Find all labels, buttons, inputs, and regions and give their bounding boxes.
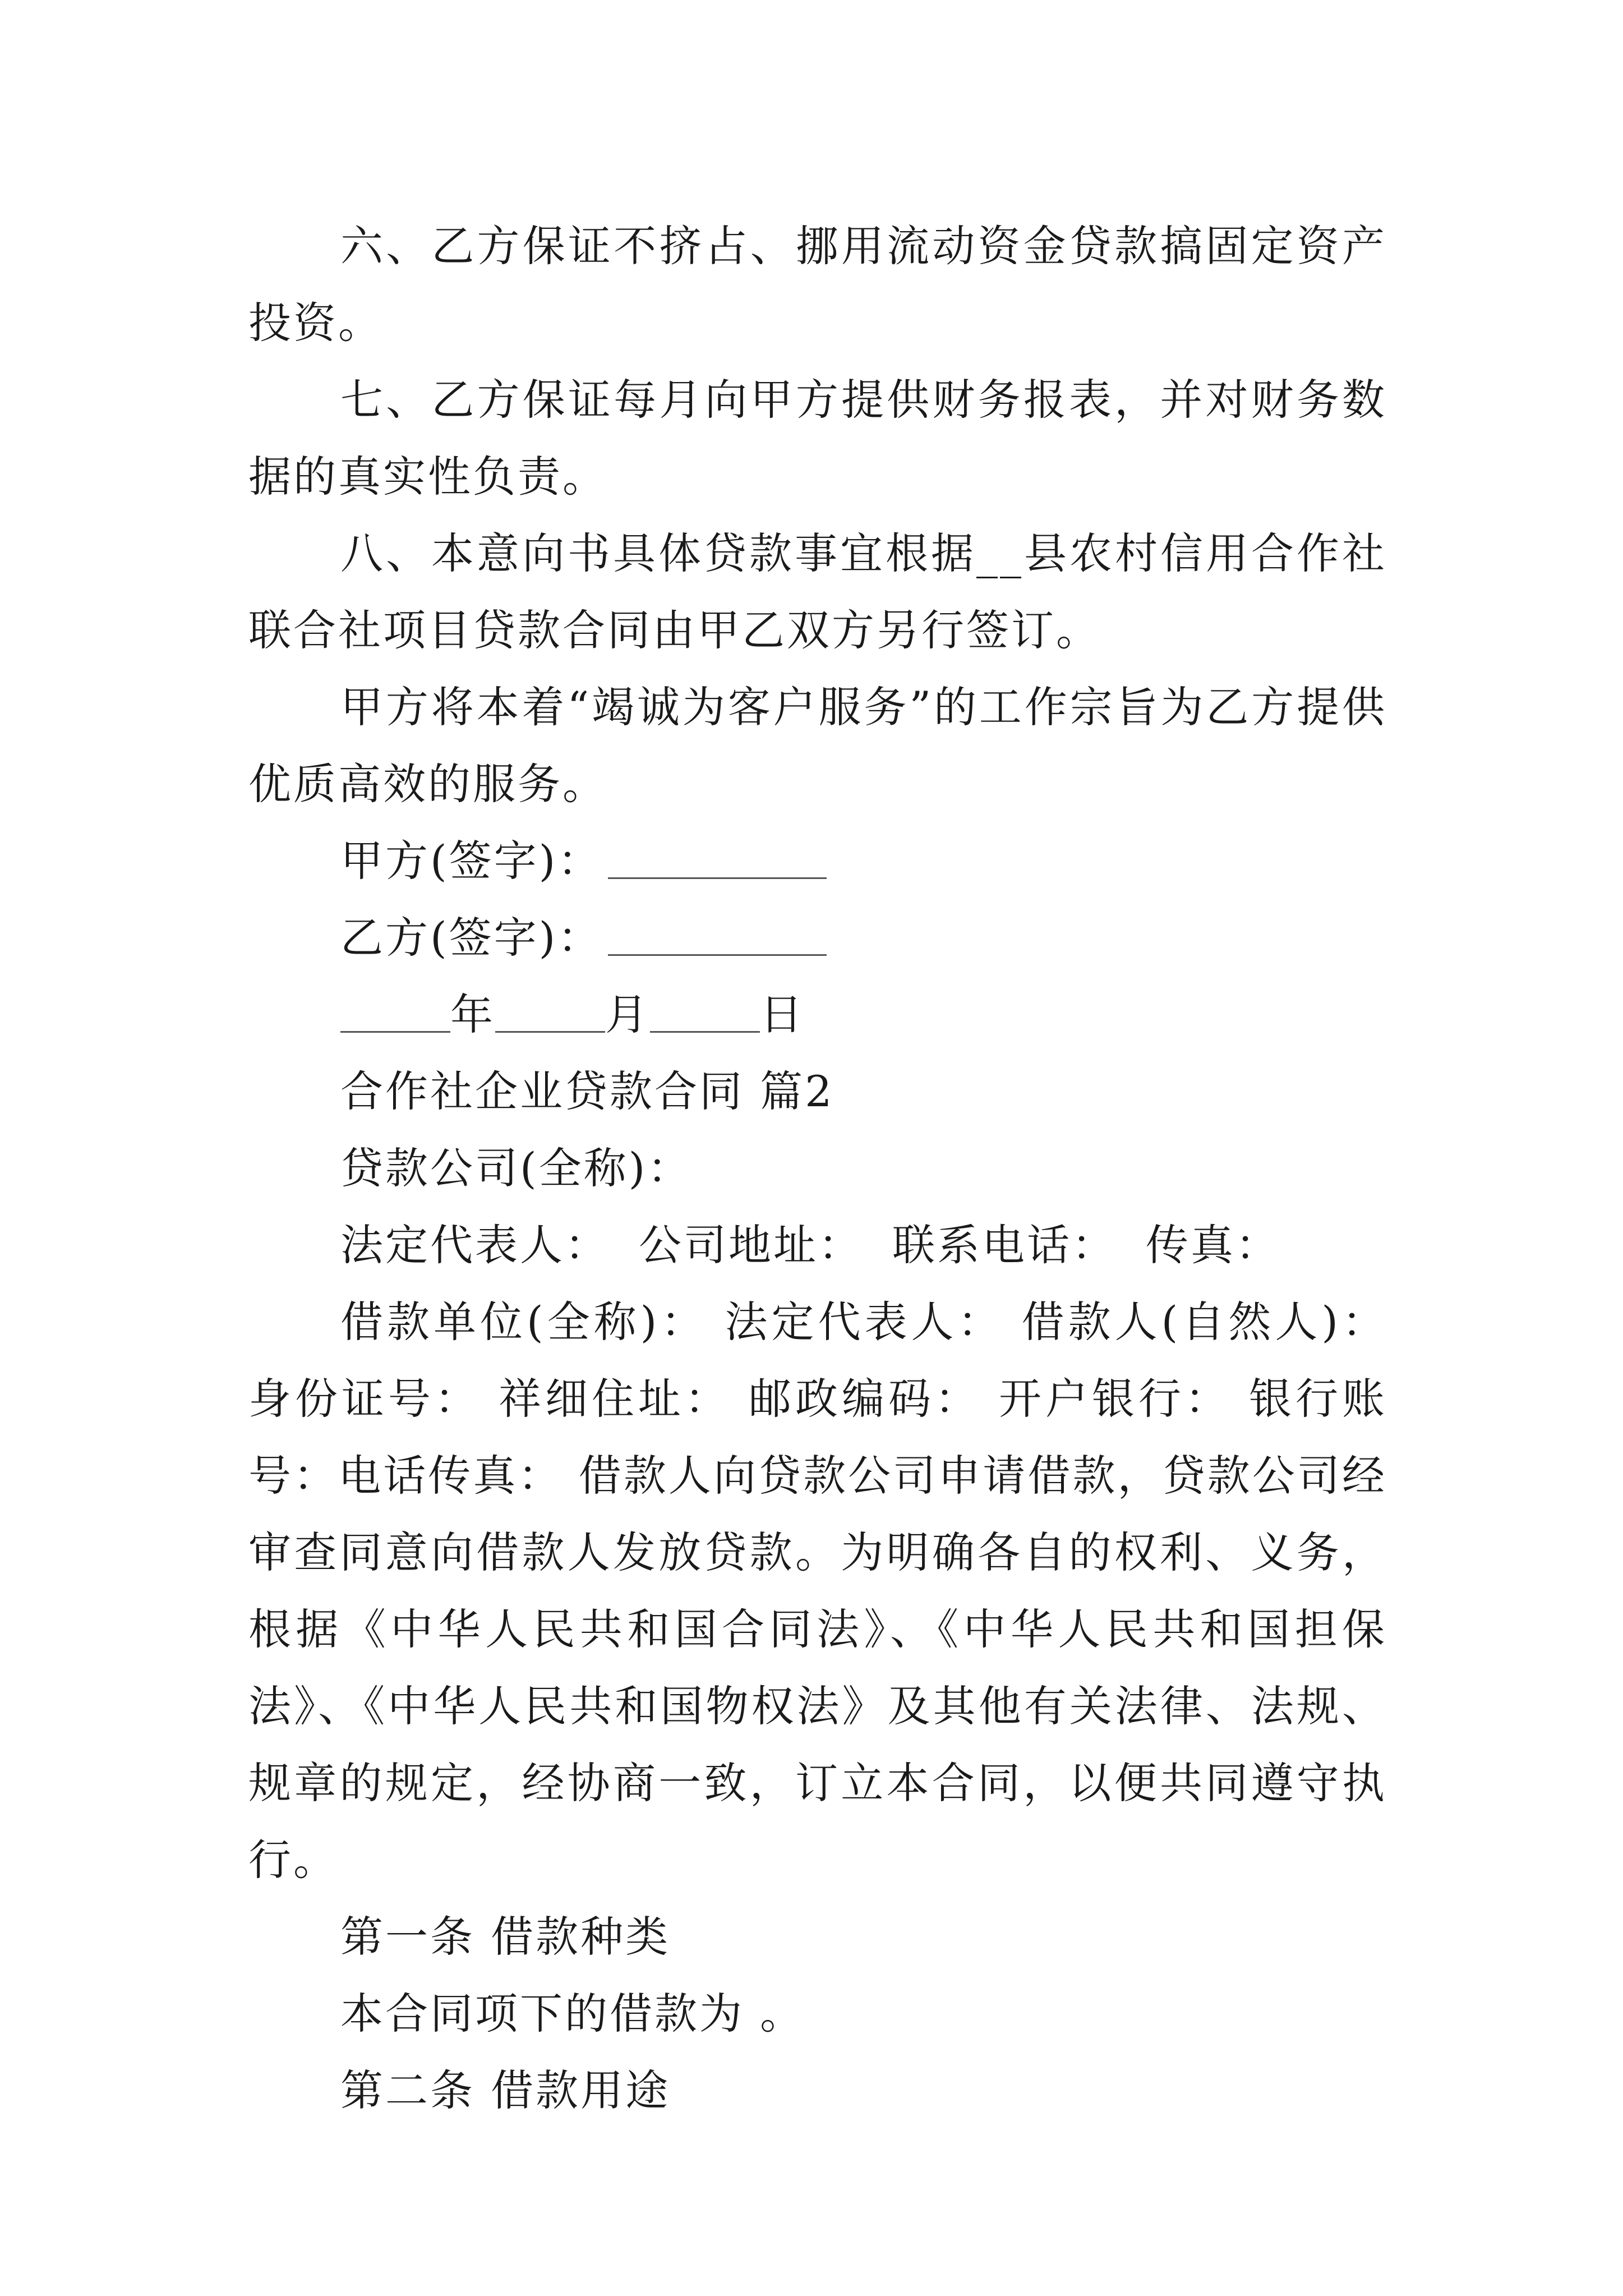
date-line: [248, 976, 1387, 1053]
party-b-signature-line: [248, 899, 1387, 976]
lender-fax-label: 传真：: [1146, 1220, 1280, 1270]
day-label: 日: [760, 990, 805, 1039]
section-title: 合作社企业贷款合同 篇2: [340, 1066, 834, 1116]
lender-name-field: 贷款公司(全称)：: [340, 1143, 693, 1193]
lender-phone-label: 联系电话：: [892, 1220, 1117, 1270]
month-label: 月: [605, 990, 650, 1039]
party-a-signature-line: [248, 822, 1387, 899]
clause-eight: 八、本意向书具体贷款事宜根据__县农村信用合作社联合社项目贷款合同由甲乙双方另行签订。: [248, 528, 1387, 655]
article-one-text: 本合同项下的借款为 。: [340, 1989, 805, 2039]
year-label: 年: [450, 990, 495, 1039]
document-body: [248, 208, 1387, 2129]
borrower-paragraph: 借款单位(全称)： 法定代表人： 借款人(自然人)：身份证号： 祥细住址： 邮政编码： 开户银行： 银行账号：电话传真： 借款人向贷款公司申请借款，贷款公司经审查同意向借款人发放贷款。为明确各自的权利、义务，根据《中华人民共和国合同法》、《中华人民共和国担保法》、《中华人民共和国物权法》及其他有关法律、法规、规章的规定，经协商一致，订立本合同，以便共同遵守执行。: [248, 1297, 1387, 1885]
service-statement: 甲方将本着“竭诚为客户服务”的工作宗旨为乙方提供优质高效的服务。: [248, 682, 1387, 809]
party-b-signature-label: 乙方(签字)：: [340, 913, 603, 963]
lender-rep-label: 法定代表人：: [340, 1220, 610, 1270]
article-two-title: 第二条 借款用途: [340, 2065, 671, 2115]
lender-info-line: [248, 1207, 1387, 1283]
lender-address-label: 公司地址：: [639, 1220, 863, 1270]
year-blank: [340, 988, 450, 1033]
article-one-title: 第一条 借款种类: [340, 1912, 671, 1962]
party-a-signature-label: 甲方(签字)：: [340, 836, 603, 886]
party-b-signature-blank: [608, 912, 827, 956]
day-blank: [650, 988, 760, 1033]
clause-seven: 七、乙方保证每月向甲方提供财务报表，并对财务数据的真实性负责。: [248, 375, 1387, 501]
party-a-signature-blank: [608, 835, 827, 879]
clause-six: 六、乙方保证不挤占、挪用流动资金贷款搞固定资产投资。: [248, 221, 1387, 348]
month-blank: [495, 988, 605, 1033]
